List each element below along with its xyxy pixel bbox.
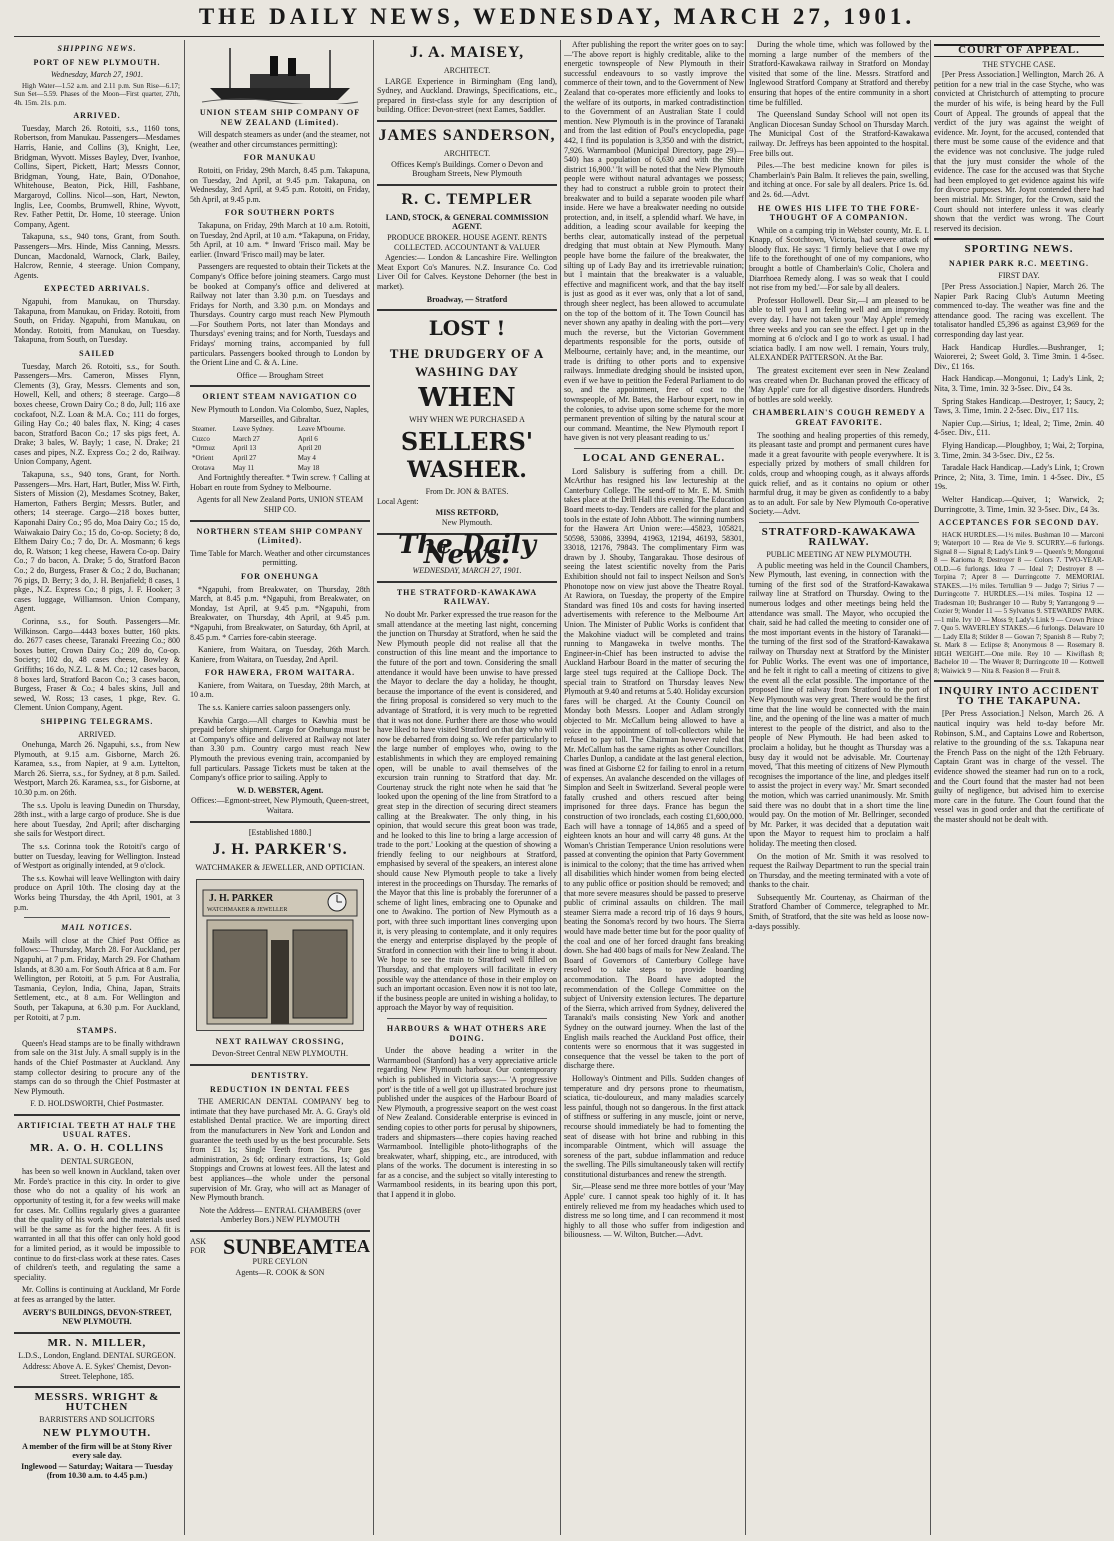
ad-heading: WASHER. <box>407 456 527 483</box>
ad-address: New Plymouth. <box>441 518 493 528</box>
section-heading: MAIL NOTICES. <box>61 923 133 933</box>
divider <box>190 1064 370 1066</box>
divider <box>377 581 557 583</box>
table-header: Leave M'bourne. <box>297 425 346 434</box>
column-steamship-ads <box>190 40 370 1535</box>
ad-heading: REDUCTION IN DENTAL FEES <box>209 1084 351 1094</box>
divider <box>14 1114 180 1116</box>
table-cell: *Orient <box>192 454 214 462</box>
subheading: ARRIVED. <box>78 729 116 739</box>
table-cell: April 6 <box>297 434 318 443</box>
ad-heading: J. H. PARKER'S. <box>212 841 348 859</box>
ad-heading: MESSRS. WRIGHT & HUTCHEN <box>34 1391 160 1413</box>
office-line: Office — Brougham Street <box>236 370 324 380</box>
divider <box>24 917 170 918</box>
ad-text: PRODUCE BROKER. HOUSE AGENT. RENTS COLLECTED. ACCOUNTANT & VALUER <box>387 232 547 252</box>
masthead-rule <box>14 36 1100 37</box>
ad-heading: J. A. MAISEY, <box>409 44 525 61</box>
paragraph: Kawhia Cargo.—All charges to Kawhia must be prepaid before shipment. Cargo for Onehunga must be at Company's office and delivered at Railway not later than 3.30 p.m. Country cargo must reach New Plymouth the previous evening train, accompanied by full particulars. Passage Tickets must be taken at the Company's office prior to sailing. Apply to <box>190 715 370 783</box>
ad-subheading: Time Table for March. Weather and other circumstances permitting. <box>190 548 370 568</box>
paragraph: [Per Press Association.] Nelson, March 26. A nautical inquiry was held to-day before Mr. Robinson, S.M., and Captains Lowe and Robertson, relative to the grounding of the s.s. Takapuna near the French Pass on the night of the 12th February. Captain Grant was in charge of the vessel. The evidence showed the steamer had run on to a rock, and the Court found that the master had not been guilty of negligence, but advised him to exercise more care in the future. The Court found that the vessel was in good order and that the certificate of the master should not be dealt with. <box>934 709 1104 824</box>
paragraph: A public meeting was held in the Council Chambers, New Plymouth, last evening, in connection with the turning of the first sod of the Stratford-Kawakawa railway line at Stratford on Thursday. Owing to the numerous lodges and other meetings being held the attendance was small. The Mayor, who occupied the chair, said he had called the meeting to consider one of the most important events in the history of Taranaki—the turning of the first sod of the Stratford-Kawakawa railway on Thursday next at Stratford by the Minister for Public Works. The event was one of importance, and he felt it right to call a meeting of citizens to give the event all the eclat possible. The importance of the proposed line of railway from Stratford to the port of New Plymouth was very great. There would be the first time that the line would be connected with the main line, and the opening of the line was a matter of much interest to the people of the district, and also to the people of New Plymouth. He had been asked to proclaim a holiday, but he thought as Thursday was a busy day it would not be advisable. Mr. Courtenay moved, 'That this meeting of citizens of New Plymouth recognises the importance of the line, and pledges itself to assist the project in every way.' Mr. Smart seconded the motion, which was carried unanimously. Mr. Smith said there was no doubt that in a short time the line would pay. On the motion of Mr. Bellringer, seconded by Mr. Parker, it was decided that a deputation wait upon the Mayor to request him to proclaim a half holiday. The meeting then closed. <box>749 560 929 848</box>
race-result: Hack Handicap.—Mongonui, 1; Lady's Link, 2; Nita, 3. Time, 1min. 32 3-5sec. Div., £4 3s. <box>934 374 1104 393</box>
ad-heading: MR. N. MILLER, <box>47 1336 147 1349</box>
divider <box>934 238 1104 240</box>
ad-subheading: New Plymouth to London. Via Colombo, Suez, Naples, Marseilles, and Gibraltar. <box>191 405 369 424</box>
ad-heading: SUNBEAM <box>222 1233 333 1259</box>
paragraph: No doubt Mr. Parker expressed the true reason for the small attendance at the meeting last night, concerning the junction on Thursday at Stratford, when he said the New Plymouth people did not realise all that the construction of this line meant and the importance to the future of the port and town. Considering the small attendance it would have been unwise to have pressed the Mayor to declare the day a holiday, he thought, because the importance of the event is considered, and the firing proposal is considered so very much to the advantage of Stratford, it is very much to be regretted that it was not done. Further there are those who would have liked to have visited Stratford on that day who will now be debarred from doing so. We refer particularly to the large number of employes who, owing to the establishments in which they are employed remaining open, will be unable to avail themselves of the excursion train running to Stratford that day. Mr. Courtenay struck the right note when he said that 'he looked upon the opening of the line from Stratford to a great step in the direction of securing direct steamers calling at the Breakwater. The only thing, in his opinion, that would secure this great boon was trade, and he looked to this line to bring a large accession of trade to the port.' Looking at the question of showing a friendly feeling to our neighbours at Stratford, emphasised by several of the speakers, an interest alone should cause New Plymouth people to take a lively interest in the proceedings on Thursday. The remarks of the Mayor that this line is probably the forerunner of a scheme of light lines, embracing one to Opunake and one to Awakino. The portion of New Plymouth as a port, with three such importtant lines converging upon it, is very pleasing to contemplate, and it only requires the energy and enterprise displayed by the people of Stratford in connection with their line to bring it about. We hope to see the train to Stratford well filled on Thursday, and that employers will facilitate in every possible way the attendance of those in their employ on such an important occasion. Even now it is not too late, if the business people are united in wishing a holiday, to approach the Mayor by way of requisition. <box>377 610 557 1013</box>
article-heading: INQUIRY INTO ACCIDENT TO THE TAKAPUNA. <box>938 685 1100 707</box>
paragraph: Piles.—The best medicine known for piles is Chamberlain's Pain Balm. It relieves the pain, swelling, and itching at once. For sale by all dealers. Price 1s. 6d. and 2s. 6d.—Advt. <box>749 161 929 199</box>
column-local-news <box>564 40 744 1535</box>
paragraph: The s.s. Corinna took the Rotoiti's cargo of butter on Tuesday, leaving for Wellington. Instead of Westport as originally intended, at 9 o'clock. <box>14 842 180 871</box>
column-rule <box>930 40 931 1535</box>
ad-text: A member of the firm will be at Stony River every sale day. <box>22 1441 172 1461</box>
column-shipping <box>14 40 180 1535</box>
ad-heading: ORIENT STEAM NAVIGATION CO <box>202 392 358 402</box>
table-cell: May 11 <box>232 463 255 472</box>
paragraph: Sir,—Please send me three more bottles of your 'May Apple' cure. I cannot speak too highly of it. It has entirely relieved me from my headaches which used to distress me so long time, and I can recommend it most highly to all those who suffer from indigestion and biliousness. — W. Wilton, Butcher.—Advt. <box>564 1182 744 1240</box>
table-cell: *Ormuz <box>192 444 215 453</box>
ad-heading: NORTHERN STEAM SHIP COMPANY (Limited). <box>196 526 364 546</box>
paragraph: has been so well known in Auckland, taken over Mr. Forde's practice in this city. In order to give those who do not a quality of his work an opportunity of testing it, for a few weeks will make for cases. Mr. Collins regularly gives a guarantee that the quality of his work and the materials used will be the same as for the higher fees. A fit is warranted in all that this offer can only hold good for a limited period, as it would be impossible to continue to do first-class work at these rates. Cases of children's teeth, and regulating the same a speciality. <box>14 1167 180 1282</box>
article-subheading: PUBLIC MEETING AT NEW PLYMOUTH. <box>766 550 912 560</box>
table-cell: March 27 <box>232 434 260 443</box>
paragraph: Under the above heading a writer in the Warrnambool (Stanford) has a very appreciative article regarding New Plymouth harbour. Our contemporary which is published in Victoria says:— 'A progressive port' is the title of a well got up illustrated brochure just published under the auspices of the Harbour Board of New Plymouth, a progressive seaport on the west coast of New Zealand. Considerable enterprise is evinced in sending copies to other ports for perusal by shipowners, traders and shipmasters—there copies having reached Warrnambool. Intelligible photo-lithographs of the breakwater, wharf, shipping, etc., are introduced, with plans of the works. The document is interesting in so far as a concise, and the subject so vitally interesting to Warrnambool residents, in its bearing upon this port, that I append it in globo. <box>377 1046 557 1200</box>
column-rule <box>560 40 561 1535</box>
divider <box>377 309 557 311</box>
column-rule <box>373 40 374 1535</box>
ad-address: Broadway, — Stratford <box>426 294 508 304</box>
signature: F. D. HOLDSWORTH, Chief Postmaster. <box>30 1099 164 1109</box>
table-header: Steamer. <box>192 425 217 434</box>
subheading: FOR HAWERA, FROM WAITARA. <box>204 668 356 678</box>
paragraph: [Per Press Association.] Wellington, March 26. A petition for a new trial in the case Styche, who was convicted at Christchurch of attempting to procure the murder of his wife, is being heard by the Full Court of Appeal. The grounds of appeal that the verdict of the jury was against the weight of evidence. Mr. Joynt, for the accused, contended that there must be some cause of the evidence and that the evidence was not conclusive. The judge ruled that the jury must consider the whole of the evidence. The case for the accused was that Styche had been employed to get evidence against his wife for divorce purposes. Mr. Joynt contended there had been mistrial. Mr. Stringer, for the Crown, said the Court should not interfere unless it was clearly shown that the verdict was wrong. The Court reserved its decision. <box>934 70 1104 233</box>
ad-subheading: WHY WHEN WE PURCHASED A <box>409 415 525 425</box>
race-result: Flying Handicap.—Ploughboy, 1; Wai, 2; Torpina, 3. Time, 2min. 34 3-5sec. Div., £2 5s. <box>934 440 1104 460</box>
paragraph: And Fortnightly thereafter. * Twin screw. † Calling at Hobart en route from Sydney to Melbourne. <box>190 473 370 492</box>
ad-address: AVERY'S BUILDINGS, DEVON-STREET, NEW PLYMOUTH. <box>22 1307 172 1327</box>
paragraph: The s.s. Kowhai will leave Wellington with dairy produce on April 10th. The closing day at the Works being Thursday, the 4th April, 1901, at 3 p.m. <box>14 873 180 912</box>
ad-heading: WHEN <box>418 383 516 414</box>
divider <box>190 520 370 522</box>
article-heading: HE OWES HIS LIFE TO THE FORE-THOUGHT OF A COMPANION. <box>758 203 920 223</box>
column-rule <box>745 40 746 1535</box>
paragraph: Corinna, s.s., for South. Passengers—Mr. Wilkinson. Cargo—4443 boxes butter, 160 pkts. do. 2677 cases cheese, Taranaki Freezing Co.; 800 boxes butter, Crown Dairy Co.; 209 do, Co-op. Society; 102 do, 48 cases cheese, Bowley & Griffiths; 16 do, N.Z. L. & M. Co.; 12 cases bacon, 8 boxes lard, Stratford Bacon Co.; 3 cases bacon, Burgess, Fraser & Co.; 4 bales skins, Jull and sewed, W. Ross; 13 cases, 1 pkge, Rev. G. Clement. Union Company, Agent. <box>14 616 180 713</box>
table-cell: May 18 <box>297 463 320 472</box>
paragraph: Kaniere, from Waitara, on Tuesday, 28th March, at 10 a.m. <box>190 680 370 700</box>
paragraph: Will despatch steamers as under (and the steamer, not (weather and other circumstances permitting): <box>190 130 370 149</box>
ad-subheading: BARRISTERS AND SOLICITORS <box>39 1415 155 1425</box>
divider <box>387 1018 547 1019</box>
tide-text: High Water—1.52 a.m. and 2.11 p.m. Sun Rise—6.17; Sun Set—5.59. Phases of the Moon—First quarter, 27th, 4h. 15m. 21s. p.m. <box>14 81 180 107</box>
article-heading: CHAMBERLAIN'S COUGH REMEDY A GREAT FAVORITE. <box>752 408 926 427</box>
ad-subheading: WATCHMAKER & JEWELLER, AND OPTICIAN. <box>195 863 365 873</box>
table-cell: April 20 <box>297 444 322 453</box>
ad-heading: NEXT RAILWAY CROSSING, <box>215 1036 345 1046</box>
divider <box>14 1386 180 1388</box>
race-result: Spring Stakes Handicap.—Destroyer, 1; Saucy, 2; Taws, 3. Time, 1min. 2 2-5sec. Div., £17 11s. <box>934 396 1104 416</box>
race-result: Welter Handicap.—Quiver, 1; Warwick, 2; Durringcotte, 3. Time, 1min. 32 3-5sec. Div., £4 3s. <box>934 494 1104 514</box>
paragraph: During the whole time, which was followed by the morning a large number of the members of the Stratford-Kawakawa railway in Stratford on Monday visited that some of the line. Messrs. Stratford and Inglewood Stratford Company at Stratford and thereby ensuring that hopes of the entire community in a short time be fulfilled. <box>749 40 929 107</box>
ad-subheading: L.D.S., London, England. DENTAL SURGEON. <box>18 1351 176 1361</box>
paragraph: LARGE Experience in Birmingham (Eng land), Sydney, and Auckland. Drawings, Specifications, etc., prepared in first-class style for any description of building. Office: Devon-street (next Eames, Saddler. <box>377 76 557 115</box>
ad-agent: Agents—R. COOK & SON <box>235 1267 325 1277</box>
section-heading: ARRIVED. <box>73 111 121 121</box>
ad-heading: TEA <box>332 1235 370 1256</box>
ad-address: Offices:—Egmont-street, New Plymouth, Queen-street, Waitara. <box>190 796 370 815</box>
ad-subheading: ARCHITECT. <box>443 148 491 158</box>
ad-subheading: From Dr. JON & BATES. <box>425 486 509 496</box>
table-header: Leave Sydney. <box>232 425 274 434</box>
article-subheading: NAPIER PARK R.C. MEETING. <box>949 258 1089 268</box>
subheading: FOR SOUTHERN PORTS <box>224 208 336 218</box>
paragraph: On the motion of Mr. Smith it was resolved to request the Railway Department to run the special train on Thursday, and the meeting terminated with a vote of thanks to the chair. <box>749 851 929 890</box>
paragraph: Takapuna, s.s., 940 tons, Grant, for North. Passengers—Mrs. Hart, Hart, Butler, Miss W. Firth, Sisters of Mission (2), Mesdames Scotney, Baker, Hamerton, Fathers Bergin; Messrs. Butler, and others; 14 steerage. Cargo—218 boxes butter, Kaponahi Dairy Co.; 95 do, Moa Dairy Co.; 15 do, Waiwakaio Dairy Co.; 15 do, Co-op. Society; 8 do, Elthem Dairy Co.; 7 do, Dr. A. Mosmann; 6 kegs do, R. Watson; 1 keg cheese, Hawera Co-op. Dairy Co.; 7 do bacon, A. Drake; 5 do, Stratford Bacon Co.; 2 do, Burgess, Fraser & Co.; 2 do, Buchanan; 76 pigs, D. Berry; 3 do, J. H. Benjafield; 8 cases, 1 pkge., N.Z. Express Co.; 8 pigs, J. F. Hooker; 3 cases luggage, Williamson. Union Company, Agent. <box>14 470 180 614</box>
ad-address: Address: Above A. E. Sykes' Chemist, Devon-Street. Telephone, 185. <box>22 1361 172 1381</box>
race-result: Napier Cup.—Sirius, 1; Ideal, 2; Time, 2min. 40 4-5sec. Div., £11. <box>934 418 1104 438</box>
section-heading: SAILED <box>79 348 115 358</box>
subheading: FOR ONEHUNGA <box>241 571 319 581</box>
sailing-table <box>190 425 370 473</box>
section-heading: SHIPPING NEWS. <box>57 44 137 53</box>
section-heading: EXPECTED ARRIVALS. <box>44 284 150 294</box>
column-court-sport <box>934 40 1104 1535</box>
ad-text: MISS RETFORD, <box>435 507 499 517</box>
paragraph: The Queensland Sunday School will not open its Anglican Diocesan Sunday School on Thursday March. The Municipal Cost of the Stratford-Kawakawa railway. Dr. Jeffreys has been appointed to the hospital. Free bills out. <box>749 110 929 158</box>
dateline: Wednesday, March 27, 1901. <box>50 70 144 80</box>
table-cell: May 4 <box>297 454 316 462</box>
paragraph: While on a camping trip in Webster county, Mr. E. I. Knapp, of Scotchtown, Victoria, had severe attack of bloody flux. He says: 'I firmly believe that I owe my life to the forethought of one of my companions, who brought a bottle of Chamberlain's Colic, Cholera and Diarrhoea Remedy along. I was so weak that I could not rise from my bed.'—For sale by all dealers. <box>749 225 929 293</box>
paragraph: Kaniere, from Waitara, on Tuesday, 26th March. Kaniere, from Waitara, on Tuesday, 2nd April. <box>190 645 370 664</box>
ad-text: ASK FOR <box>190 1236 207 1256</box>
divider <box>934 680 1104 682</box>
paragraph: Onehunga, March 26. Ngapuhi, s.s., from New Plymouth, at 9.15 a.m. Gisborne, March 26. Karamea, s.s., from Napier, at 9 a.m. Lyttelton, March 26. Sierra, s.s., for Sydney, at 8 p.m. Sailed. Westport, March 26. Karamea, s.s., for Gisborne, at 10.30 p.m. on 26th. <box>14 740 180 798</box>
paragraph: [Per Press Association.] Napier, March 26. The Napier Park Racing Club's Autumn Meeting commenced to-day. The weather was fine and the attendance good. The racing was excellent. The totalisator handled £5,396 as against £3,969 for the corresponding day last year. <box>934 282 1104 340</box>
sunbeam-ad <box>190 1233 370 1259</box>
table-cell: April 27 <box>232 454 257 462</box>
section-heading: PORT OF NEW PLYMOUTH. <box>33 57 161 67</box>
paragraph: The greatest excitement ever seen in New Zealand was created when Dr. Buchanan proved the efficacy of 'May Apple' cure for all digestive disorders. Hundreds of bottles are sold weekly. <box>749 366 929 404</box>
paragraph: The soothing and healing properties of this remedy, its pleasant taste and prompt and permanent cures have made it a great favourite with people everywhere. It is especially prized by mothers of small children for colds, croup and whooping cough, as it always affords quick relief, and as it contains no opium or other harmful drug, it may be given as confidently to a baby as to an adult. For sale by New Plymouth Co-operative Society.—Advt. <box>749 430 929 517</box>
race-result: Hack Handicap Hurdles.—Bushranger, 1; Waiorerei, 2; Sweet Gold, 3. Time 3min. 1 4-5sec. Div., £1 16s. <box>934 342 1104 371</box>
paragraph: Passengers are requested to obtain their Tickets at the Company's Office before joining steamers. Cargo must be booked at Company's office and delivered at Railway not later than 3.30 p.m. on Tuesdays and Fridays for North, and 3.30 p.m. on Mondays and Thursdays. Country cargo must reach New Plymouth —For Southern Ports, not later than Mondays and Thursdays' evening trains; and for North, Tuesdays and Fridays' morning trains, accompanied by full particulars. Passengers booked through to London by the Orient Line and C. & A. Line. <box>190 262 370 368</box>
table-cell: Cuzco <box>192 434 210 443</box>
article-heading: THE STRATFORD-KAWAKAWA RAILWAY. <box>396 587 538 607</box>
paragraph: Holloway's Ointment and Pills. Sudden changes of temperature and dry persons prone to rheumatism, sciatica, tic-douloureux, and many maladies scarcely less painful, though not so dangerous. In the first attack of stiffness or suffering in any muscle, joint or nerve, recourse should immediately be had to fomenting the seat of disease with hot brine and rubbing in this incomparable Ointment, which will assuage the soreness of the part, subdue inflammation and reduce the swelling. The Pills simultaneously taken will rectify constitutional disturbances and renew the strength. <box>564 1073 744 1179</box>
paragraph: Subsequently Mr. Courtenay, as Chairman of the Stratford Chamber of Commerce, telegraphed to Mr. Smith, of Stratford, that the site was held as loose now-a-days possibly. <box>749 892 929 931</box>
shop-sign: WATCHMAKER & JEWELLER <box>207 906 288 913</box>
ad-address: Devon-Street Central NEW PLYMOUTH. <box>212 1049 348 1059</box>
steamer-illustration <box>198 44 362 104</box>
race-result: Taradale Hack Handicap.—Lady's Link, 1; Crown Prince, 2; Nita, 3. Time, 1min. 1 4-5sec. Div., £5 19s. <box>934 463 1104 492</box>
paragraph: Mails will close at the Chief Post Office as follows:— Thursday, March 28. For Auckland, per Ngapuhi, at 7 p.m. Friday, March 29. For Chatham Islands, at 8.30 a.m. For South Africa at 8 a.m. For Wellington, per Rotoiti, at 5 p.m. For Australia, Tasmania, Ceylon, India, China, Japan, Straits Settlement, etc., at 8 a.m. For Wellington and South, per Takapuna, at 6.30 p.m. For Auckland, per Rotoiti, at 7 p.m. <box>14 935 180 1022</box>
subheading: FOR MANUKAU <box>243 153 317 163</box>
ad-heading: SELLERS' <box>400 426 534 456</box>
ad-heading: ARTIFICIAL TEETH AT HALF THE USUAL RATES. <box>17 1120 177 1140</box>
ad-heading: DENTISTRY. <box>251 1070 309 1080</box>
issue-date: WEDNESDAY, MARCH 27, 1901. <box>412 566 522 576</box>
ad-heading: MR. A. O. H. COLLINS <box>29 1142 165 1155</box>
article-heading: SPORTING NEWS. <box>964 243 1074 256</box>
paragraph: *Ngapuhi, from Breakwater, on Thursday, 28th March, at 8.45 p.m. *Ngapuhi, from Breakwater, on Monday, 1st April, at 9.45 p.m. *Ngapuhi, from Breakwater, on Thursday, 4th April, at 9.45 p.m. *Ngapuhi, from Breakwater, on Saturday, 6th April, at 8.45 p.m. * Carries fore-cabin steerage. <box>190 584 370 642</box>
paragraph: THE AMERICAN DENTAL COMPANY beg to intimate that they have purchased Mr. A. G. Gray's old established Dental practice. We are importing direct from the manufacturers in New York and London and guarantee the teeth used by us the best procurable. Sets from £1 1s; Single Teeth from 5s. Pure gas administration, 2s 6d; ordinary extractions, 1s; Gold Stoppings and Crowns at lowest fees. All the latest and best appliances—the whole under the personal supervision of Mr. Gray, who will act as Manager of New Plymouth branch. <box>190 1097 370 1203</box>
section-heading: SHIPPING TELEGRAMS. <box>40 716 154 726</box>
paragraph: Queen's Head stamps are to be finally withdrawn from sale on the 31st July. A small supply is in the hands of the Chief Postmaster at Auckland. Any stamp collector desiring to procure any of the stamps can do so through the Chief Postmaster at New Plymouth. <box>14 1038 180 1096</box>
ad-agent: Agents for all New Zealand Ports, UNION STEAM SHIP CO. <box>196 495 364 514</box>
shop-sign: J. H. PARKER <box>209 892 274 904</box>
newspaper-title: The Daily News. <box>397 530 537 570</box>
paragraph: Tuesday, March 26. Rotoiti, s.s., for South. Passengers—Mrs. Cameron, Misses Flynn, Clements (3), Gray, Messrs. Clements and son, Howell, Kell, and others; 8 steerage. Cargo—8 boxes cheese, Crown Dairy Co.; 8 do, Jull; 116 axe cockafoot, N.Z. Loan & M.A. Co.; 111 do forges, Giling Hay Co.; 40 bales flax, N. King; 4 cases bacon, Stratford Bacon Co.; 17 sks pigs feet, A. Drake; 3 bales, W. Bayly; 1 case, N. Drake; 21 cases and pipes, N.Z. Express Co.; 2 do, Railway. Union Company, Agent. <box>14 361 180 467</box>
ad-address: Note the Address— ENTRAL CHAMBERS (over Amberley Bors.) NEW PLYMOUTH <box>199 1205 361 1225</box>
divider <box>377 120 557 122</box>
paragraph: Takapuna, on Friday, 29th March at 10 a.m. Rotoiti, on Tuesday, 2nd April, at 10 a.m. *Takapuna, on Friday, 5th April, at 10 a.m. * Inward 'Frisco mail. May be earlier. (Inward 'Frisco mail) may be later. <box>190 220 370 259</box>
paragraph: Takapuna, s.s., 940 tons, Grant, from South. Passengers—Mrs. Hinde, Miss Canning, Messrs. Duncan, Macdonald, Warnock, Clark, Bailey, Halcrow, Rennie, 4 steerage. Union Company, Agents. <box>14 232 180 280</box>
article-heading: HARBOURS & WHAT OTHERS ARE DOING. <box>386 1023 548 1043</box>
paragraph: The s.s. Upolu is leaving Dunedin on Thursday, 28th inst., with a large cargo of produce. She is due here about Tuesday, 2nd April; after discharging she sails for Westport direct. <box>14 800 180 839</box>
steamship-icon <box>198 44 362 104</box>
divider <box>377 184 557 186</box>
ad-heading: JAMES SANDERSON, <box>378 126 556 144</box>
signature: W. D. WEBSTER, Agent. <box>236 785 324 795</box>
paragraph: HACK HURDLES.—1½ miles. Bushman 10 — Marconi 9; Waterport 10 — Rea de Vie 9. SCURRY.—6 furlongs. Signal 8 — Signal 8; Lady's Link 9 — Queen's 9; Mongonui 8 — Karioma 8; Destroyer 8 — Colors 7. TWO-YEAR-OLD.—6 furlongs. Idea 7 — Ideal 7; Destroyer 8 — Torpina 7; Aprer 8 — Durringcotte 7. MEMORIAL STAKES.—1½ miles. Tertullian 9 — Judgo 7; Sirius 7 — Durringcotte 7. HURDLES.—1¼ miles. Tospina 12 — Tradesman 10; Bushranger 10 — Ruby 9; Yarrangong 9 — Cozier 9; Wonder 11 — 5 Sylvanus 9. STEWARDS' PARK.—1 mile. Ivy 10 — Moss 9; Lady's Link 9 — Crown Prince 7. Quo 5. WAVERLEY STAKES.—6 furlongs. Delaware 10 — Lady Ella 8; Stilder 8 — Gowan 7; Spanish 8 — Ruby 7; St. Mark 8 — Eclipse 8; Anonymous 8 — Rosemary 8. HIGH WEIGHT.—One mile. Rey 10 — Kiwiflash 8; Bachelor 10 — The Weaver 8; Durringcotte 10 — Kottwell 8; Waiwick 9 — Nita 8. Feasion 8 — Fruit 8. <box>934 530 1104 675</box>
ad-heading: NEW PLYMOUTH. <box>42 1426 152 1439</box>
paragraph: Lord Salisbury is suffering from a chill. Dr. McArthur has resigned his law lectureship at the Canterbury College. The send-off to Mr. E. M. Smith takes place at the Drill Hall this evening. The Education Board meets to-day. Tenders are called for the plant and tools in the estate of John Abbott. The winning numbers for the Hawera Art Union were:—45823, 105821, 50598, 53086, 33994, 41963, 12194, 46193, 58301, 33018, 12176, 79843. The complimentary Firm was drawn by J. Shouby, Tangarakau. Those desirous of seeing the latest scientific novelty from the Paris Exhibition should not fail to inspect Neilson and Son's Phonotope now on view just above the Theatre Royal. At Rawiora, on Tuesday, the property of the Empire Standard was fined 10s and costs for having inserted advertisements with reference to the Melbourne Art Union. The Minister of Public Works is confident that the Makohine viaduct will be completed and trains running to Mangaweka in twelve months. The Engineer-in-Chief has been instructed to advise the Auckland Harbour Board in the matter of securing the large steel tugs required at the Calliope Dock. The special train to Stratford on Thursday leaves New Plymouth at 9.40 and returns at 5.40. Holiday excursion fares will be charged. At the County Council on Monday both Messrs. Looper and Adlam strongly objected to Mr. McCallum being allowed to have a voice in the appointment of toll-collectors while he refused to pay toll. The Chairman however ruled that Mr. McCallum has the same rights as other Councillors. Charles Dunlop, a candidate at the last general election, was fined at Gisborne £2 for failing to enrol in a return of expenses. An avalanche descended on the villages of Simplon and Seelt in Switzerland. Several people were fatally crushed and others rescued after being imprisoned for three days. France has begun the construction of two ironclads, each costing £1,600,000. Each will have a tonnage of 14,865 and a speed of eighteen knots an hour and will carry 48 guns. At the Woman's Christian Temperance Union resolutions were passed at conventing the opinion that Party Government is inimical to the colony; that the time has arrived when all disabilities which hinder women from being elected to any public office or position should be removed; and that more severe measures should be passed to preserve public of criminal assaults on children. The mail steamer Sierra made a record trip of 16 days 9 hours, beating the Sonoma's record by two hours. The Sierra would have made better time but for the poor quality of the coal and one of her forced draught fans breaking down. She had 400 bags of mails for New Zealand. The Board of Governors of Canterbury College have resolved to take steps to provide boarding accommodation. The Board have adopted the recommendation of the College Committee on the subject of University extension lectures. The departure of the Sierra, which arrived from Sydney, delivered the Taranaki's mails consisting New York and another Sydney on the outward journey. When the last of the English mails reached the Auckland Post office, their contents were so enormous that it was suggested in consequence that the vessel be taken to the port of discharge there. <box>564 466 744 1071</box>
masthead: THE DAILY NEWS, WEDNESDAY, MARCH 27, 1901. <box>198 4 916 29</box>
ad-text: Local Agent: <box>377 497 419 507</box>
article-heading: LOCAL AND GENERAL. <box>582 451 726 464</box>
divider <box>14 1332 180 1334</box>
paragraph: Agencies:— London & Lancashire Fire. Wellington Meat Export Co's Manures. N.Z. Insurance Co. Cod Liver Oil for Calves. Keystone Dehorner (the best in market). <box>377 253 557 291</box>
table-cell: Orotava <box>192 463 215 472</box>
ad-subheading: [Established 1880.] <box>248 827 312 837</box>
article-heading: STRATFORD-KAWAKAWA RAILWAY. <box>761 525 917 548</box>
paragraph: Professor Hollowell. Dear Sir,—I am pleased to be able to tell you I am feeling well and am improving every day. I have not taken your 'May Apple' remedy three weeks and you can see the effect. I get up in the morning at 6 o'clock and I go to work as usual. I had sciatica badly. I am now well. I remain, Yours truly, ALEXANDER PATTERSON. At the Bar. <box>749 295 929 363</box>
paragraph: Mr. Collins is continuing at Auckland, Mr Forde at fees as arranged by the latter. <box>14 1285 180 1304</box>
paragraph: The s.s. Kaniere carries saloon passengers only. <box>198 703 351 713</box>
table-cell: April 13 <box>232 444 257 453</box>
ad-text: Inglewood — Saturday; Waitara — Tuesday (from 10.30 a.m. to 4.45 p.m.) <box>21 1461 173 1481</box>
ad-subheading: DENTAL SURGEON, <box>60 1156 134 1166</box>
ad-heading: THE DRUDGERY OF A WASHING DAY <box>389 346 545 380</box>
ad-heading: UNION STEAM SHIP COMPANY OF NEW ZEALAND (Limited). <box>199 108 361 127</box>
paragraph: Tuesday, March 26. Rotoiti, s.s., 1160 tons, Robertson, from Manukau. Passengers—Mesdames Harris, Hanie, and Collins (3), Knight, Lee, Bridgman, Wyvott. Misses Bayley, Dver, Ivanhoe, Collins, Sipert, Pickett, Hart; Messrs Connor, Bridgman, Young, Hate, Bain, O'Donahoe, Whitehouse, Beaton, Pick, Hill, Fashbane, Margaroyd, Collins. Nicol—son, Hart, Newton, Inglis, Lee, Coombs, Brumwell, Rhine, Wyvott, Rev. Father Pettit, Dr. Home, 10 steerage. Union Company, Agent. <box>14 123 180 229</box>
ad-subheading: PURE CEYLON <box>252 1257 308 1267</box>
divider <box>190 1230 370 1232</box>
ad-subheading: ARCHITECT. <box>443 66 491 75</box>
paragraph: Rotoiti, on Friday, 29th March, 8.45 p.m. Takapuna, on Tuesday, 2nd April, at 9.45 p.m. Takapuna, on Wednesday, 3rd April, at 9.45 p.m. Rotoiti, on Friday, 5th April, at 9.45 p.m. <box>190 165 370 204</box>
column-rule <box>184 40 185 1535</box>
divider <box>574 448 734 449</box>
paragraph: Ngapuhi, from Manukau, on Thursday. Takapuna, from Manukau, on Friday. Rotoiti, from South, on Friday. Ngapuhi, from Manukau, on Monday. Rotoiti, from Manukau, on Tuesday. Takapuna, from South, on Tuesday. <box>14 296 180 345</box>
ad-heading: R. C. TEMPLER <box>401 190 533 208</box>
article-heading: COURT OF APPEAL. <box>934 44 1104 57</box>
ad-subheading: LAND, STOCK, & GENERAL COMMISSION AGENT. <box>385 212 549 232</box>
paragraph: After publishing the report the writer goes on to say:—'The above report is highly creditable, alike to the energetic townspeople of New Plymouth in their successful endeavours to so vastly improve the commerce of their town, and to the Government of New Zealand that co-operates more efficiently and looks to the welfare of its outports, in marked contradistinction to the Government of an Australian State I could mention. New Plymouth is in the province of Taranaki and from the last edition of Poul's encyclopedia, page 442, I find its population is 3,350 and with the district, 7,926. Warrnambool (Municipal Directory, page 29)—540) has a population of 6,630 and with the Shire district 16,900.' 'It will be noted that the New Plymouth people were without natural advantages we possess; they had to construct a rubble groin to protect their breakwater and to build a separate wooden pile wharf inside. Here we have a breakwater needing no outside protection, and, in itself, a splendid wharf. We have, in addition, a leading scour available for keeping the berths clear, automatically instead of the perpetual dredging that must obtain at New Plymouth. Many people have borne the failure of the breakwater, the silting up of Lady Bay and its irretrievable ruination; but I maintain that the breakwater is a valuable, effective and magnificent work, and that the bay itself is just as good as it ever was, only that a lot of sand, through sheer neglect, has been allowed to accumulate on the top of the bottom of it. The Town Council has never shown any apathy in dealing with the port—very much the reverse, but the Victorian Government departments responsible for the ports, outside of Melbourne, certainly have; and, in the meantime, our trade is drifting to other ports and to expensive railways. Immediate dredging should be insisted upon, even if we have to petition the Federal Parliament to do so, and the appointment, free of cost to the townspeople, of Mr. Bates, the Harbour expert, now in the colonies, to advise upon some scheme for the more permanent prevention of silting by the natural scour at our command. Meantime, the New Plymouth report I have given is not very pleasant reading to us.' <box>564 40 744 443</box>
column-editorial <box>377 40 557 1535</box>
article-subheading: ACCEPTANCES FOR SECOND DAY. <box>938 518 1100 528</box>
ad-address: Offices Kemp's Buildings. Corner o Devon and Brougham Streets, New Plymouth <box>391 159 543 179</box>
shopfront-illustration <box>196 879 364 1031</box>
section-heading: STAMPS. <box>76 1026 118 1036</box>
article-subheading: THE STYCHE CASE. <box>982 59 1056 69</box>
ad-heading: LOST ! <box>428 316 506 341</box>
column-board-reports <box>749 40 929 1535</box>
article-subheading: FIRST DAY. <box>998 271 1040 281</box>
divider <box>190 385 370 387</box>
divider <box>190 821 370 823</box>
